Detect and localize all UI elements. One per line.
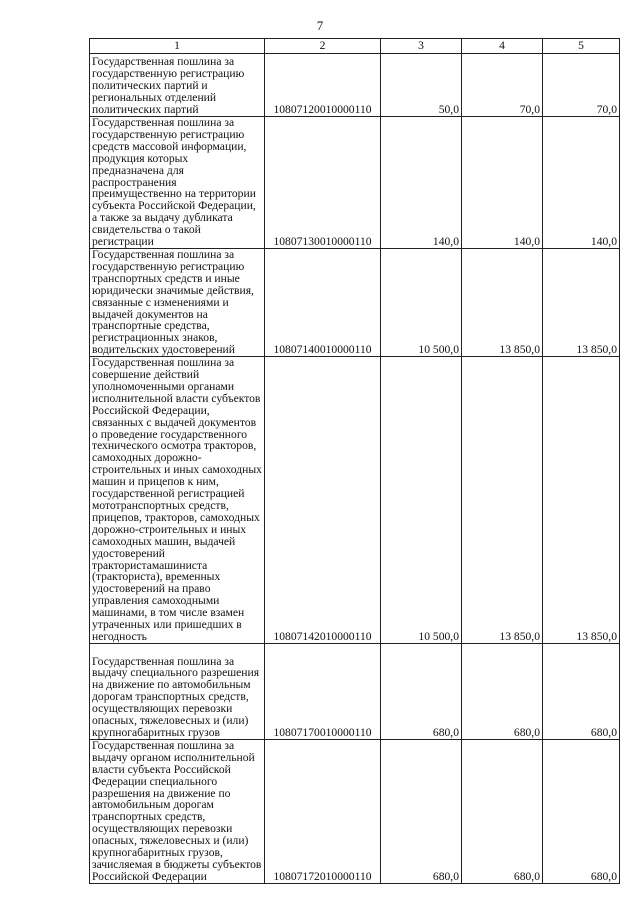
column-header-4: 4 bbox=[462, 39, 543, 54]
row-value-col4: 13 850,0 bbox=[462, 248, 543, 356]
table-row bbox=[90, 357, 620, 644]
row-description: Государственная пошлина за государственную регистрацию политических партий и региональных отделений политических партий bbox=[90, 54, 265, 117]
row-value-col5: 13 850,0 bbox=[543, 248, 620, 356]
row-value-col5: 680,0 bbox=[543, 643, 620, 739]
row-description: Государственная пошлина за выдачу органом исполнительной власти субъекта Российской Федерации специального разрешения на движение по автомобильным дорогам транспортных средств, осуществляющих перевозки опасных, тяжеловесных и (или) крупногабаритных грузов, зачисляемая в бюджеты субъектов Российской Федерации bbox=[90, 739, 265, 883]
row-value-col3: 680,0 bbox=[381, 739, 462, 883]
page-number: 7 bbox=[316, 18, 324, 33]
row-value-col5: 70,0 bbox=[543, 54, 620, 117]
table-row bbox=[90, 643, 620, 739]
row-code: 10807130010000110 bbox=[265, 117, 381, 249]
row-code: 10807142010000110 bbox=[265, 357, 381, 644]
header-row bbox=[90, 39, 620, 54]
table-row bbox=[90, 739, 620, 883]
column-header-5: 5 bbox=[543, 39, 620, 54]
row-value-col4: 13 850,0 bbox=[462, 357, 543, 644]
row-code: 10807140010000110 bbox=[265, 248, 381, 356]
row-value-col3: 50,0 bbox=[381, 54, 462, 117]
row-code: 10807170010000110 bbox=[265, 643, 381, 739]
row-value-col3: 140,0 bbox=[381, 117, 462, 249]
table-row bbox=[90, 54, 620, 117]
row-value-col3: 10 500,0 bbox=[381, 357, 462, 644]
row-description: Государственная пошлина за государственную регистрацию транспортных средств и иные юридически значимые действия, связанные с изменениями и выдачей документов на транспортные средства, регистрационных знаков, водительских удостоверений bbox=[90, 248, 265, 356]
revenue-table bbox=[89, 38, 620, 884]
row-description: Государственная пошлина за совершение действий уполномоченными органами исполнительной власти субъектов Российской Федерации, связанных с выдачей документов о проведение государственного технического осмотра тракторов, самоходных дорожно-строительных и иных самоходных машин и прицепов к ним, государственной регистрацией мототранспортных средств, прицепов, тракторов, самоходных дорожно-строительных и иных самоходных машин, выдачей удостоверений трактористамашиниста (тракториста), временных удостоверений на право управления самоходными машинами, в том числе взамен утраченных или пришедших в негодность bbox=[90, 357, 265, 644]
table-row bbox=[90, 117, 620, 249]
row-value-col3: 10 500,0 bbox=[381, 248, 462, 356]
row-value-col4: 140,0 bbox=[462, 117, 543, 249]
row-value-col5: 140,0 bbox=[543, 117, 620, 249]
row-description: Государственная пошлина за государственную регистрацию средств массовой информации, продукция которых предназначена для распространения преимущественно на территории субъекта Российской Федерации, а также за выдачу дубликата свидетельства о такой регистрации bbox=[90, 117, 265, 249]
row-value-col4: 680,0 bbox=[462, 643, 543, 739]
row-value-col4: 70,0 bbox=[462, 54, 543, 117]
row-value-col5: 13 850,0 bbox=[543, 357, 620, 644]
row-value-col3: 680,0 bbox=[381, 643, 462, 739]
row-value-col4: 680,0 bbox=[462, 739, 543, 883]
table-row bbox=[90, 248, 620, 356]
column-header-1: 1 bbox=[90, 39, 265, 54]
row-code: 10807120010000110 bbox=[265, 54, 381, 117]
column-header-2: 2 bbox=[265, 39, 381, 54]
row-code: 10807172010000110 bbox=[265, 739, 381, 883]
row-value-col5: 680,0 bbox=[543, 739, 620, 883]
row-description: Государственная пошлина за выдачу специального разрешения на движение по автомобильным дорогам транспортных средств, осуществляющих перевозки опасных, тяжеловесных и (или) крупногабаритных грузов bbox=[90, 643, 265, 739]
column-header-3: 3 bbox=[381, 39, 462, 54]
